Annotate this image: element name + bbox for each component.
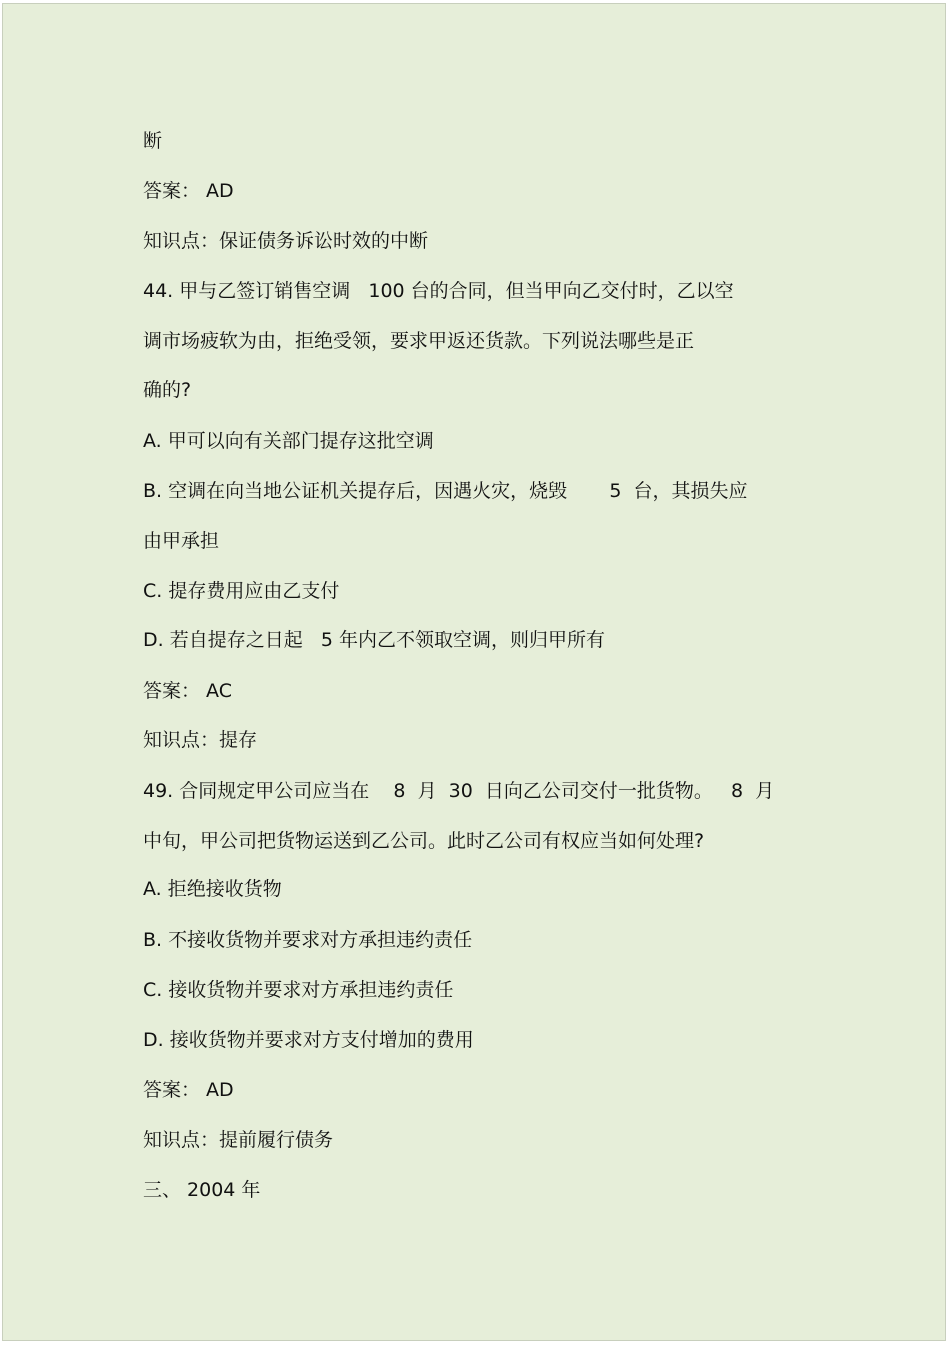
option-c-line: C. 接收货物并要求对方承担违约责任 [143,979,454,1001]
option-c-line: C. 提存费用应由乙支付 [143,580,340,602]
question-44-line: 调市场疲软为由，拒绝受领，要求甲返还货款。下列说法哪些是正 [143,330,695,352]
question-49-line: 中旬，甲公司把货物运送到乙公司。此时乙公司有权应当如何处理? [143,830,705,852]
answer-line: 答案： AC [143,680,232,702]
option-a-line: A. 拒绝接收货物 [143,878,282,900]
question-44-line: 确的? [143,379,192,401]
question-49-line: 49. 合同规定甲公司应当在 8 月 30 日向乙公司交付一批货物。 8 月 [143,780,775,802]
option-d-line: D. 若自提存之日起 5 年内乙不领取空调，则归甲所有 [143,629,605,651]
answer-line: 答案： AD [143,1079,234,1101]
section-heading: 三、 2004 年 [143,1179,261,1201]
answer-line: 答案： AD [143,180,234,202]
text-line: 断 [143,130,163,152]
option-b-line: 由甲承担 [143,530,220,552]
option-b-line: B. 不接收货物并要求对方承担违约责任 [143,929,473,951]
knowledge-point-line: 知识点：提前履行债务 [143,1129,334,1151]
option-b-line: B. 空调在向当地公证机关提存后，因遇火灾，烧毁 5 台，其损失应 [143,480,748,502]
knowledge-point-line: 知识点：保证债务诉讼时效的中断 [143,230,429,252]
question-44-line: 44. 甲与乙签订销售空调 100 台的合同，但当甲向乙交付时，乙以空 [143,280,734,302]
knowledge-point-line: 知识点：提存 [143,729,258,751]
option-a-line: A. 甲可以向有关部门提存这批空调 [143,430,434,452]
option-d-line: D. 接收货物并要求对方支付增加的费用 [143,1029,474,1051]
